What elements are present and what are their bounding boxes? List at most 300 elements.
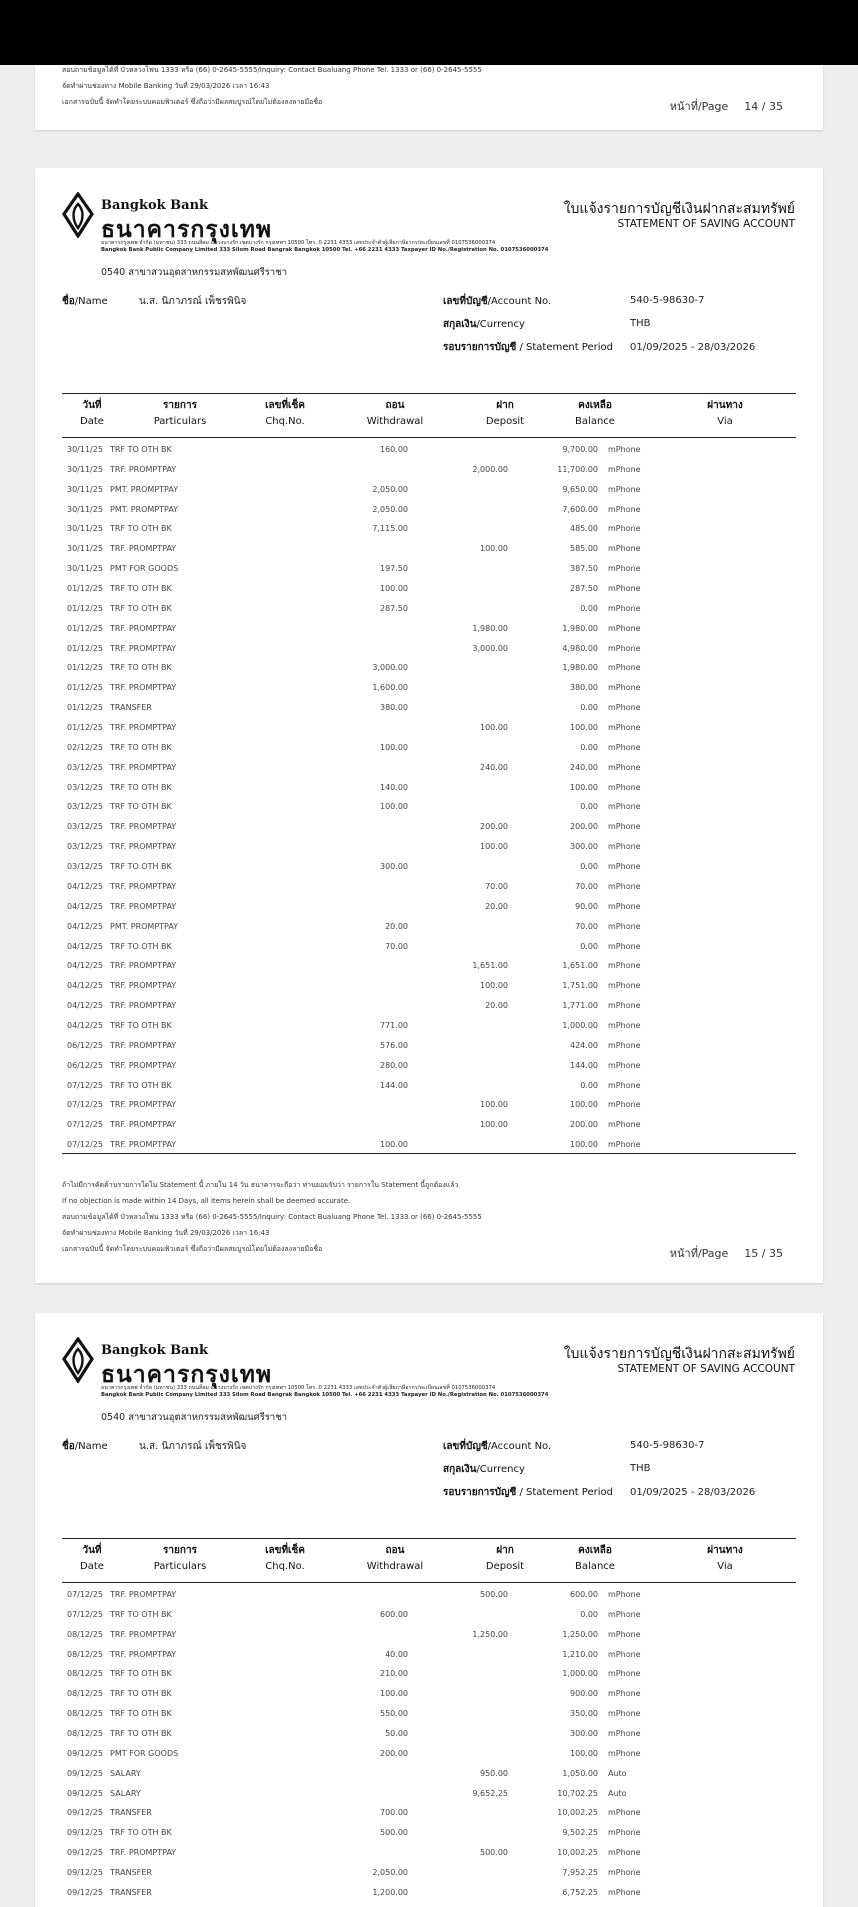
particulars-cell: TRF. PROMPTPAY (110, 1060, 177, 1070)
via-cell: mPhone (608, 1100, 641, 1110)
via-cell: mPhone (608, 445, 641, 454)
period-label: รอบรายการบัญชี / Statement Period (443, 1487, 613, 1498)
date-cell: 01/12/25 (67, 683, 103, 693)
particulars-cell: PMT FOR GOODS (110, 1748, 179, 1758)
date-cell: 07/12/25 (67, 1100, 103, 1110)
table-row (62, 1095, 796, 1115)
via-cell: mPhone (608, 464, 641, 474)
table-row (62, 718, 796, 738)
via-cell: Auto (608, 1768, 627, 1778)
balance-cell: 4,980.00 (562, 643, 598, 653)
table-row (62, 559, 796, 579)
particulars-cell: TRF. PROMPTPAY (110, 1649, 177, 1659)
via-cell: mPhone (608, 1040, 641, 1050)
withdrawal-cell: 160.00 (380, 445, 408, 454)
withdrawal-cell: 100.00 (380, 742, 408, 752)
particulars-cell: TRF. PROMPTPAY (110, 1848, 177, 1858)
col-balance-th: คงเหลือ (578, 1545, 612, 1556)
balance-cell: 9,700.00 (562, 445, 598, 454)
balance-cell: 10,002.25 (557, 1848, 598, 1858)
particulars-cell: TRF. PROMPTPAY (110, 961, 177, 971)
col-deposit-en: Deposit (485, 416, 525, 427)
col-deposit-th: ฝาก (496, 400, 514, 411)
via-cell: mPhone (608, 941, 641, 951)
balance-cell: 0.00 (580, 1080, 598, 1090)
via-cell: mPhone (608, 1001, 641, 1011)
date-cell: 30/11/25 (67, 504, 103, 514)
col-via-en: Via (717, 1561, 733, 1572)
withdrawal-cell: 550.00 (380, 1709, 408, 1719)
withdrawal-cell: 140.00 (380, 782, 408, 792)
date-cell: 07/12/25 (67, 1080, 103, 1090)
col-withdrawal-th: ถอน (385, 1545, 405, 1556)
particulars-cell: TRF TO OTH BK (110, 1609, 172, 1619)
col-withdrawal-en: Withdrawal (366, 416, 424, 427)
date-cell: 09/12/25 (67, 1788, 103, 1798)
particulars-cell: TRF. PROMPTPAY (110, 1001, 177, 1011)
deposit-cell: 1,980.00 (472, 623, 508, 633)
balance-cell: 1,651.00 (562, 961, 598, 971)
particulars-cell: TRF TO OTH BK (110, 445, 172, 454)
col-cheque-en: Chq.No. (265, 1561, 305, 1572)
table-row (62, 857, 796, 877)
date-cell: 07/12/25 (67, 1590, 103, 1599)
via-cell: mPhone (608, 683, 641, 693)
table-row (62, 1036, 796, 1056)
particulars-cell: PMT FOR GOODS (110, 564, 179, 574)
balance-cell: 0.00 (580, 703, 598, 713)
via-cell: Auto (608, 1788, 627, 1798)
table-header-rule (62, 437, 796, 438)
balance-cell: 1,210.00 (562, 1649, 598, 1659)
via-cell: mPhone (608, 1689, 641, 1699)
particulars-cell: TRF TO OTH BK (110, 782, 172, 792)
deposit-cell: 100.00 (480, 723, 508, 733)
currency-label: สกุลเงิน/Currency (443, 1464, 525, 1475)
via-cell: mPhone (608, 504, 641, 514)
withdrawal-cell: 3,000.00 (372, 663, 408, 673)
col-cheque-en: Chq.No. (265, 416, 305, 427)
table-row (62, 956, 796, 976)
via-cell: mPhone (608, 961, 641, 971)
balance-cell: 9,502.25 (562, 1828, 598, 1838)
balance-cell: 7,600.00 (562, 504, 598, 514)
via-cell: mPhone (608, 901, 641, 911)
date-cell: 03/12/25 (67, 862, 103, 872)
date-cell: 03/12/25 (67, 782, 103, 792)
date-cell: 04/12/25 (67, 901, 103, 911)
deposit-cell: 500.00 (480, 1590, 508, 1599)
withdrawal-cell: 287.50 (380, 603, 408, 613)
balance-cell: 10,002.25 (557, 1808, 598, 1818)
name-label: ชื่อ/Name (62, 1441, 108, 1452)
table-row (62, 1764, 796, 1784)
balance-cell: 300.00 (570, 1729, 598, 1739)
date-cell: 06/12/25 (67, 1060, 103, 1070)
withdrawal-cell: 210.00 (380, 1669, 408, 1679)
balance-cell: 100.00 (570, 1748, 598, 1758)
date-cell: 07/12/25 (67, 1140, 103, 1150)
page-number: หน้าที่/Page 14 / 35 (669, 100, 783, 113)
date-cell: 04/12/25 (67, 941, 103, 951)
particulars-cell: SALARY (110, 1768, 141, 1778)
date-cell: 09/12/25 (67, 1748, 103, 1758)
date-cell: 03/12/25 (67, 842, 103, 852)
via-cell: mPhone (608, 782, 641, 792)
particulars-cell: TRF. PROMPTPAY (110, 464, 177, 474)
statement-period: 01/09/2025 - 28/03/2026 (630, 1487, 756, 1498)
statement-title-en: STATEMENT OF SAVING ACCOUNT (617, 1363, 795, 1375)
col-date-en: Date (80, 1561, 104, 1572)
balance-cell: 100.00 (570, 1100, 598, 1110)
balance-cell: 90.00 (575, 901, 598, 911)
withdrawal-cell: 2,050.00 (372, 1868, 408, 1878)
bank-address-th: ธนาคารกรุงเทพ จำกัด (มหาชน) 333 ถนนสีลม แขวงบางรัก เขตบางรัก กรุงเทพฯ 10500 โทร. 0 2231 4333 เลขประจำตัวผู้เสียภาษีอากร/ทะเบียนเลขที่ 0107536000374 (101, 1385, 496, 1391)
table-top-rule (62, 1538, 796, 1539)
date-cell: 01/12/25 (67, 643, 103, 653)
withdrawal-cell: 1,600.00 (372, 683, 408, 693)
account-holder-name: น.ส. นิภาภรณ์ เพ็ชรพินิจ (139, 296, 247, 307)
deposit-cell: 20.00 (485, 1001, 508, 1011)
particulars-cell: TRF. PROMPTPAY (110, 1140, 177, 1150)
particulars-cell: PMT. PROMPTPAY (110, 504, 179, 514)
date-cell: 04/12/25 (67, 881, 103, 891)
table-row (62, 1664, 796, 1684)
col-particulars-th: รายการ (163, 1545, 197, 1556)
balance-cell: 144.00 (570, 1060, 598, 1070)
balance-cell: 9,650.00 (562, 484, 598, 494)
withdrawal-cell: 300.00 (380, 862, 408, 872)
balance-cell: 0.00 (580, 941, 598, 951)
table-row (62, 440, 796, 460)
date-cell: 03/12/25 (67, 802, 103, 812)
bank-name-th: ธนาคารกรุงเทพ (101, 1361, 273, 1388)
particulars-cell: SALARY (110, 1788, 141, 1798)
col-via-th: ผ่านทาง (707, 1545, 743, 1556)
particulars-cell: TRANSFER (110, 1868, 152, 1878)
particulars-cell: TRF TO OTH BK (110, 941, 172, 951)
balance-cell: 387.50 (570, 564, 598, 574)
withdrawal-cell: 600.00 (380, 1609, 408, 1619)
balance-cell: 1,980.00 (562, 663, 598, 673)
balance-cell: 100.00 (570, 782, 598, 792)
withdrawal-cell: 500.00 (380, 1828, 408, 1838)
via-cell: mPhone (608, 1140, 641, 1150)
balance-cell: 1,771.00 (562, 1001, 598, 1011)
particulars-cell: TRF TO OTH BK (110, 1689, 172, 1699)
table-row (62, 500, 796, 520)
deposit-cell: 1,250.00 (472, 1629, 508, 1639)
table-row (62, 877, 796, 897)
via-cell: mPhone (608, 1709, 641, 1719)
withdrawal-cell: 2,050.00 (372, 504, 408, 514)
table-row (62, 1704, 796, 1724)
withdrawal-cell: 7,115.00 (372, 524, 408, 534)
via-cell: mPhone (608, 603, 641, 613)
balance-cell: 287.50 (570, 584, 598, 594)
withdrawal-cell: 280.00 (380, 1060, 408, 1070)
currency-value: THB (630, 318, 651, 329)
date-cell: 08/12/25 (67, 1729, 103, 1739)
table-row (62, 1605, 796, 1625)
balance-cell: 600.00 (570, 1590, 598, 1599)
balance-cell: 200.00 (570, 822, 598, 832)
table-row (62, 1803, 796, 1823)
col-date-en: Date (80, 416, 104, 427)
table-row (62, 1883, 796, 1903)
col-withdrawal-en: Withdrawal (366, 1561, 424, 1572)
bank-address-th: ธนาคารกรุงเทพ จำกัด (มหาชน) 333 ถนนสีลม แขวงบางรัก เขตบางรัก กรุงเทพฯ 10500 โทร. 0 2231 4333 เลขประจำตัวผู้เสียภาษีอากร/ทะเบียนเลขที่ 0107536000374 (101, 240, 496, 246)
requested-note: จัดทำผ่านช่องทาง Mobile Banking วันที่ 29/03/2026 เวลา 16:43 (62, 82, 270, 90)
bank-address-en: Bangkok Bank Public Company Limited 333 Silom Road Bangrak Bangkok 10500 Tel. +66 2231 4333 Taxpayer ID No./Registration No. 0107536000374 (101, 1392, 549, 1398)
deposit-cell: 240.00 (480, 762, 508, 772)
table-row (62, 897, 796, 917)
date-cell: 01/12/25 (67, 723, 103, 733)
date-cell: 04/12/25 (67, 981, 103, 991)
page-number: หน้าที่/Page 15 / 35 (669, 1247, 783, 1260)
col-via-en: Via (717, 416, 733, 427)
balance-cell: 1,751.00 (562, 981, 598, 991)
table-row (62, 1115, 796, 1135)
particulars-cell: TRF TO OTH BK (110, 742, 172, 752)
branch-name: 0540 สาขาสวนอุตสาหกรรมสหพัฒนศรีราชา (101, 267, 288, 278)
via-cell: mPhone (608, 1669, 641, 1679)
table-row (62, 1056, 796, 1076)
bangkok-bank-logo-icon (62, 1337, 94, 1383)
particulars-cell: PMT. PROMPTPAY (110, 484, 179, 494)
statement-title-th: ใบแจ้งรายการบัญชีเงินฝากสะสมทรัพย์ (563, 1346, 795, 1362)
date-cell: 01/12/25 (67, 623, 103, 633)
currency-label: สกุลเงิน/Currency (443, 319, 525, 330)
date-cell: 08/12/25 (67, 1709, 103, 1719)
via-cell: mPhone (608, 723, 641, 733)
table-header-rule (62, 1582, 796, 1583)
table-row (62, 797, 796, 817)
deposit-cell: 70.00 (485, 881, 508, 891)
via-cell: mPhone (608, 1629, 641, 1639)
period-label: รอบรายการบัญชี / Statement Period (443, 342, 613, 353)
table-row (62, 619, 796, 639)
date-cell: 01/12/25 (67, 603, 103, 613)
date-cell: 30/11/25 (67, 564, 103, 574)
table-row (62, 1585, 796, 1605)
table-row (62, 658, 796, 678)
particulars-cell: TRF. PROMPTPAY (110, 544, 177, 554)
balance-cell: 485.00 (570, 524, 598, 534)
date-cell: 03/12/25 (67, 822, 103, 832)
date-cell: 04/12/25 (67, 921, 103, 931)
col-particulars-th: รายการ (163, 400, 197, 411)
date-cell: 09/12/25 (67, 1848, 103, 1858)
date-cell: 09/12/25 (67, 1868, 103, 1878)
particulars-cell: TRF TO OTH BK (110, 1020, 172, 1030)
table-row (62, 678, 796, 698)
via-cell: mPhone (608, 822, 641, 832)
via-cell: mPhone (608, 1729, 641, 1739)
balance-cell: 900.00 (570, 1689, 598, 1699)
table-row (62, 460, 796, 480)
via-cell: mPhone (608, 1020, 641, 1030)
table-row (62, 996, 796, 1016)
via-cell: mPhone (608, 584, 641, 594)
table-row (62, 778, 796, 798)
balance-cell: 6,752.25 (562, 1887, 598, 1897)
col-cheque-th: เลขที่เช็ค (265, 400, 305, 411)
col-date-th: วันที่ (82, 400, 102, 411)
statement-page-15 (35, 168, 823, 1283)
account-number: 540-5-98630-7 (630, 295, 705, 306)
balance-cell: 1,980.00 (562, 623, 598, 633)
date-cell: 30/11/25 (67, 464, 103, 474)
particulars-cell: TRF. PROMPTPAY (110, 881, 177, 891)
via-cell: mPhone (608, 1609, 641, 1619)
balance-cell: 380.00 (570, 683, 598, 693)
via-cell: mPhone (608, 762, 641, 772)
table-row (62, 1684, 796, 1704)
balance-cell: 0.00 (580, 862, 598, 872)
branch-name: 0540 สาขาสวนอุตสาหกรรมสหพัฒนศรีราชา (101, 1412, 288, 1423)
bank-name-en: Bangkok Bank (101, 198, 209, 213)
via-cell: mPhone (608, 1887, 641, 1897)
particulars-cell: TRF TO OTH BK (110, 1709, 172, 1719)
table-row (62, 738, 796, 758)
balance-cell: 0.00 (580, 1609, 598, 1619)
table-row (62, 1724, 796, 1744)
particulars-cell: TRF TO OTH BK (110, 1729, 172, 1739)
table-row (62, 917, 796, 937)
date-cell: 07/12/25 (67, 1609, 103, 1619)
via-cell: mPhone (608, 524, 641, 534)
balance-cell: 100.00 (570, 1140, 598, 1150)
deposit-cell: 20.00 (485, 901, 508, 911)
via-cell: mPhone (608, 623, 641, 633)
deposit-cell: 100.00 (480, 1100, 508, 1110)
col-balance-en: Balance (575, 1561, 615, 1572)
bank-name-th: ธนาคารกรุงเทพ (101, 216, 273, 243)
balance-cell: 0.00 (580, 802, 598, 812)
date-cell: 08/12/25 (67, 1629, 103, 1639)
date-cell: 09/12/25 (67, 1887, 103, 1897)
table-row (62, 758, 796, 778)
col-deposit-en: Deposit (485, 1561, 525, 1572)
date-cell: 30/11/25 (67, 484, 103, 494)
balance-cell: 585.00 (570, 544, 598, 554)
deposit-cell: 100.00 (480, 1120, 508, 1130)
particulars-cell: TRF. PROMPTPAY (110, 683, 177, 693)
balance-cell: 0.00 (580, 603, 598, 613)
via-cell: mPhone (608, 703, 641, 713)
col-particulars-en: Particulars (153, 416, 207, 427)
balance-cell: 11,700.00 (557, 464, 598, 474)
via-cell: mPhone (608, 663, 641, 673)
via-cell: mPhone (608, 643, 641, 653)
via-cell: mPhone (608, 1748, 641, 1758)
table-row (62, 1645, 796, 1665)
account-label: เลขที่บัญชี/Account No. (443, 1441, 552, 1452)
via-cell: mPhone (608, 544, 641, 554)
statement-title-th: ใบแจ้งรายการบัญชีเงินฝากสะสมทรัพย์ (563, 201, 795, 217)
balance-cell: 7,952.25 (562, 1868, 598, 1878)
table-row (62, 1016, 796, 1036)
particulars-cell: TRF. PROMPTPAY (110, 1040, 177, 1050)
statement-page-16 (35, 1313, 823, 1907)
withdrawal-cell: 100.00 (380, 1140, 408, 1150)
date-cell: 01/12/25 (67, 703, 103, 713)
particulars-cell: TRF. PROMPTPAY (110, 842, 177, 852)
balance-cell: 70.00 (575, 921, 598, 931)
particulars-cell: TRF. PROMPTPAY (110, 623, 177, 633)
date-cell: 07/12/25 (67, 1120, 103, 1130)
objection-note-en: If no objection is made within 14 Days, all items herein shall be deemed accurate. (62, 1197, 351, 1205)
generated-note: เอกสารฉบับนี้ จัดทำโดยระบบคอมพิวเตอร์ ซึ่งถือว่ามีผลสมบูรณ์โดยไม่ต้องลงลายมือชื่อ (62, 98, 323, 106)
balance-cell: 70.00 (575, 881, 598, 891)
generated-note: เอกสารฉบับนี้ จัดทำโดยระบบคอมพิวเตอร์ ซึ่งถือว่ามีผลสมบูรณ์โดยไม่ต้องลงลายมือชื่อ (62, 1245, 323, 1253)
name-label: ชื่อ/Name (62, 296, 108, 307)
withdrawal-cell: 100.00 (380, 802, 408, 812)
via-cell: mPhone (608, 484, 641, 494)
particulars-cell: TRF. PROMPTPAY (110, 901, 177, 911)
bank-address-en: Bangkok Bank Public Company Limited 333 Silom Road Bangrak Bangkok 10500 Tel. +66 2231 4333 Taxpayer ID No./Registration No. 0107536000374 (101, 247, 549, 253)
via-cell: mPhone (608, 981, 641, 991)
date-cell: 06/12/25 (67, 1040, 103, 1050)
particulars-cell: TRF. PROMPTPAY (110, 1120, 177, 1130)
particulars-cell: TRF. PROMPTPAY (110, 1100, 177, 1110)
date-cell: 02/12/25 (67, 742, 103, 752)
table-row (62, 1823, 796, 1843)
withdrawal-cell: 1,200.00 (372, 1887, 408, 1897)
date-cell: 08/12/25 (67, 1689, 103, 1699)
balance-cell: 1,050.00 (562, 1768, 598, 1778)
deposit-cell: 100.00 (480, 544, 508, 554)
deposit-cell: 2,000.00 (472, 464, 508, 474)
via-cell: mPhone (608, 1848, 641, 1858)
date-cell: 30/11/25 (67, 445, 103, 454)
table-row (62, 976, 796, 996)
table-row (62, 698, 796, 718)
balance-cell: 0.00 (580, 742, 598, 752)
withdrawal-cell: 100.00 (380, 1689, 408, 1699)
deposit-cell: 500.00 (480, 1848, 508, 1858)
particulars-cell: TRF TO OTH BK (110, 584, 172, 594)
particulars-cell: TRANSFER (110, 1808, 152, 1818)
particulars-cell: TRF TO OTH BK (110, 603, 172, 613)
date-cell: 09/12/25 (67, 1808, 103, 1818)
withdrawal-cell: 200.00 (380, 1748, 408, 1758)
particulars-cell: TRANSFER (110, 1887, 152, 1897)
particulars-cell: TRF TO OTH BK (110, 802, 172, 812)
requested-note: จัดทำผ่านช่องทาง Mobile Banking วันที่ 29/03/2026 เวลา 16:43 (62, 1229, 270, 1237)
table-row (62, 1744, 796, 1764)
table-row (62, 1625, 796, 1645)
particulars-cell: TRF. PROMPTPAY (110, 981, 177, 991)
withdrawal-cell: 144.00 (380, 1080, 408, 1090)
via-cell: mPhone (608, 742, 641, 752)
date-cell: 08/12/25 (67, 1669, 103, 1679)
deposit-cell: 100.00 (480, 981, 508, 991)
table-row (62, 1784, 796, 1804)
account-number: 540-5-98630-7 (630, 1440, 705, 1451)
particulars-cell: TRANSFER (110, 703, 152, 713)
table-row (62, 1843, 796, 1863)
account-holder-name: น.ส. นิภาภรณ์ เพ็ชรพินิจ (139, 1441, 247, 1452)
statement-period: 01/09/2025 - 28/03/2026 (630, 342, 756, 353)
via-cell: mPhone (608, 921, 641, 931)
table-row (62, 639, 796, 659)
date-cell: 30/11/25 (67, 524, 103, 534)
particulars-cell: TRF. PROMPTPAY (110, 822, 177, 832)
col-balance-th: คงเหลือ (578, 400, 612, 411)
particulars-cell: TRF TO OTH BK (110, 862, 172, 872)
